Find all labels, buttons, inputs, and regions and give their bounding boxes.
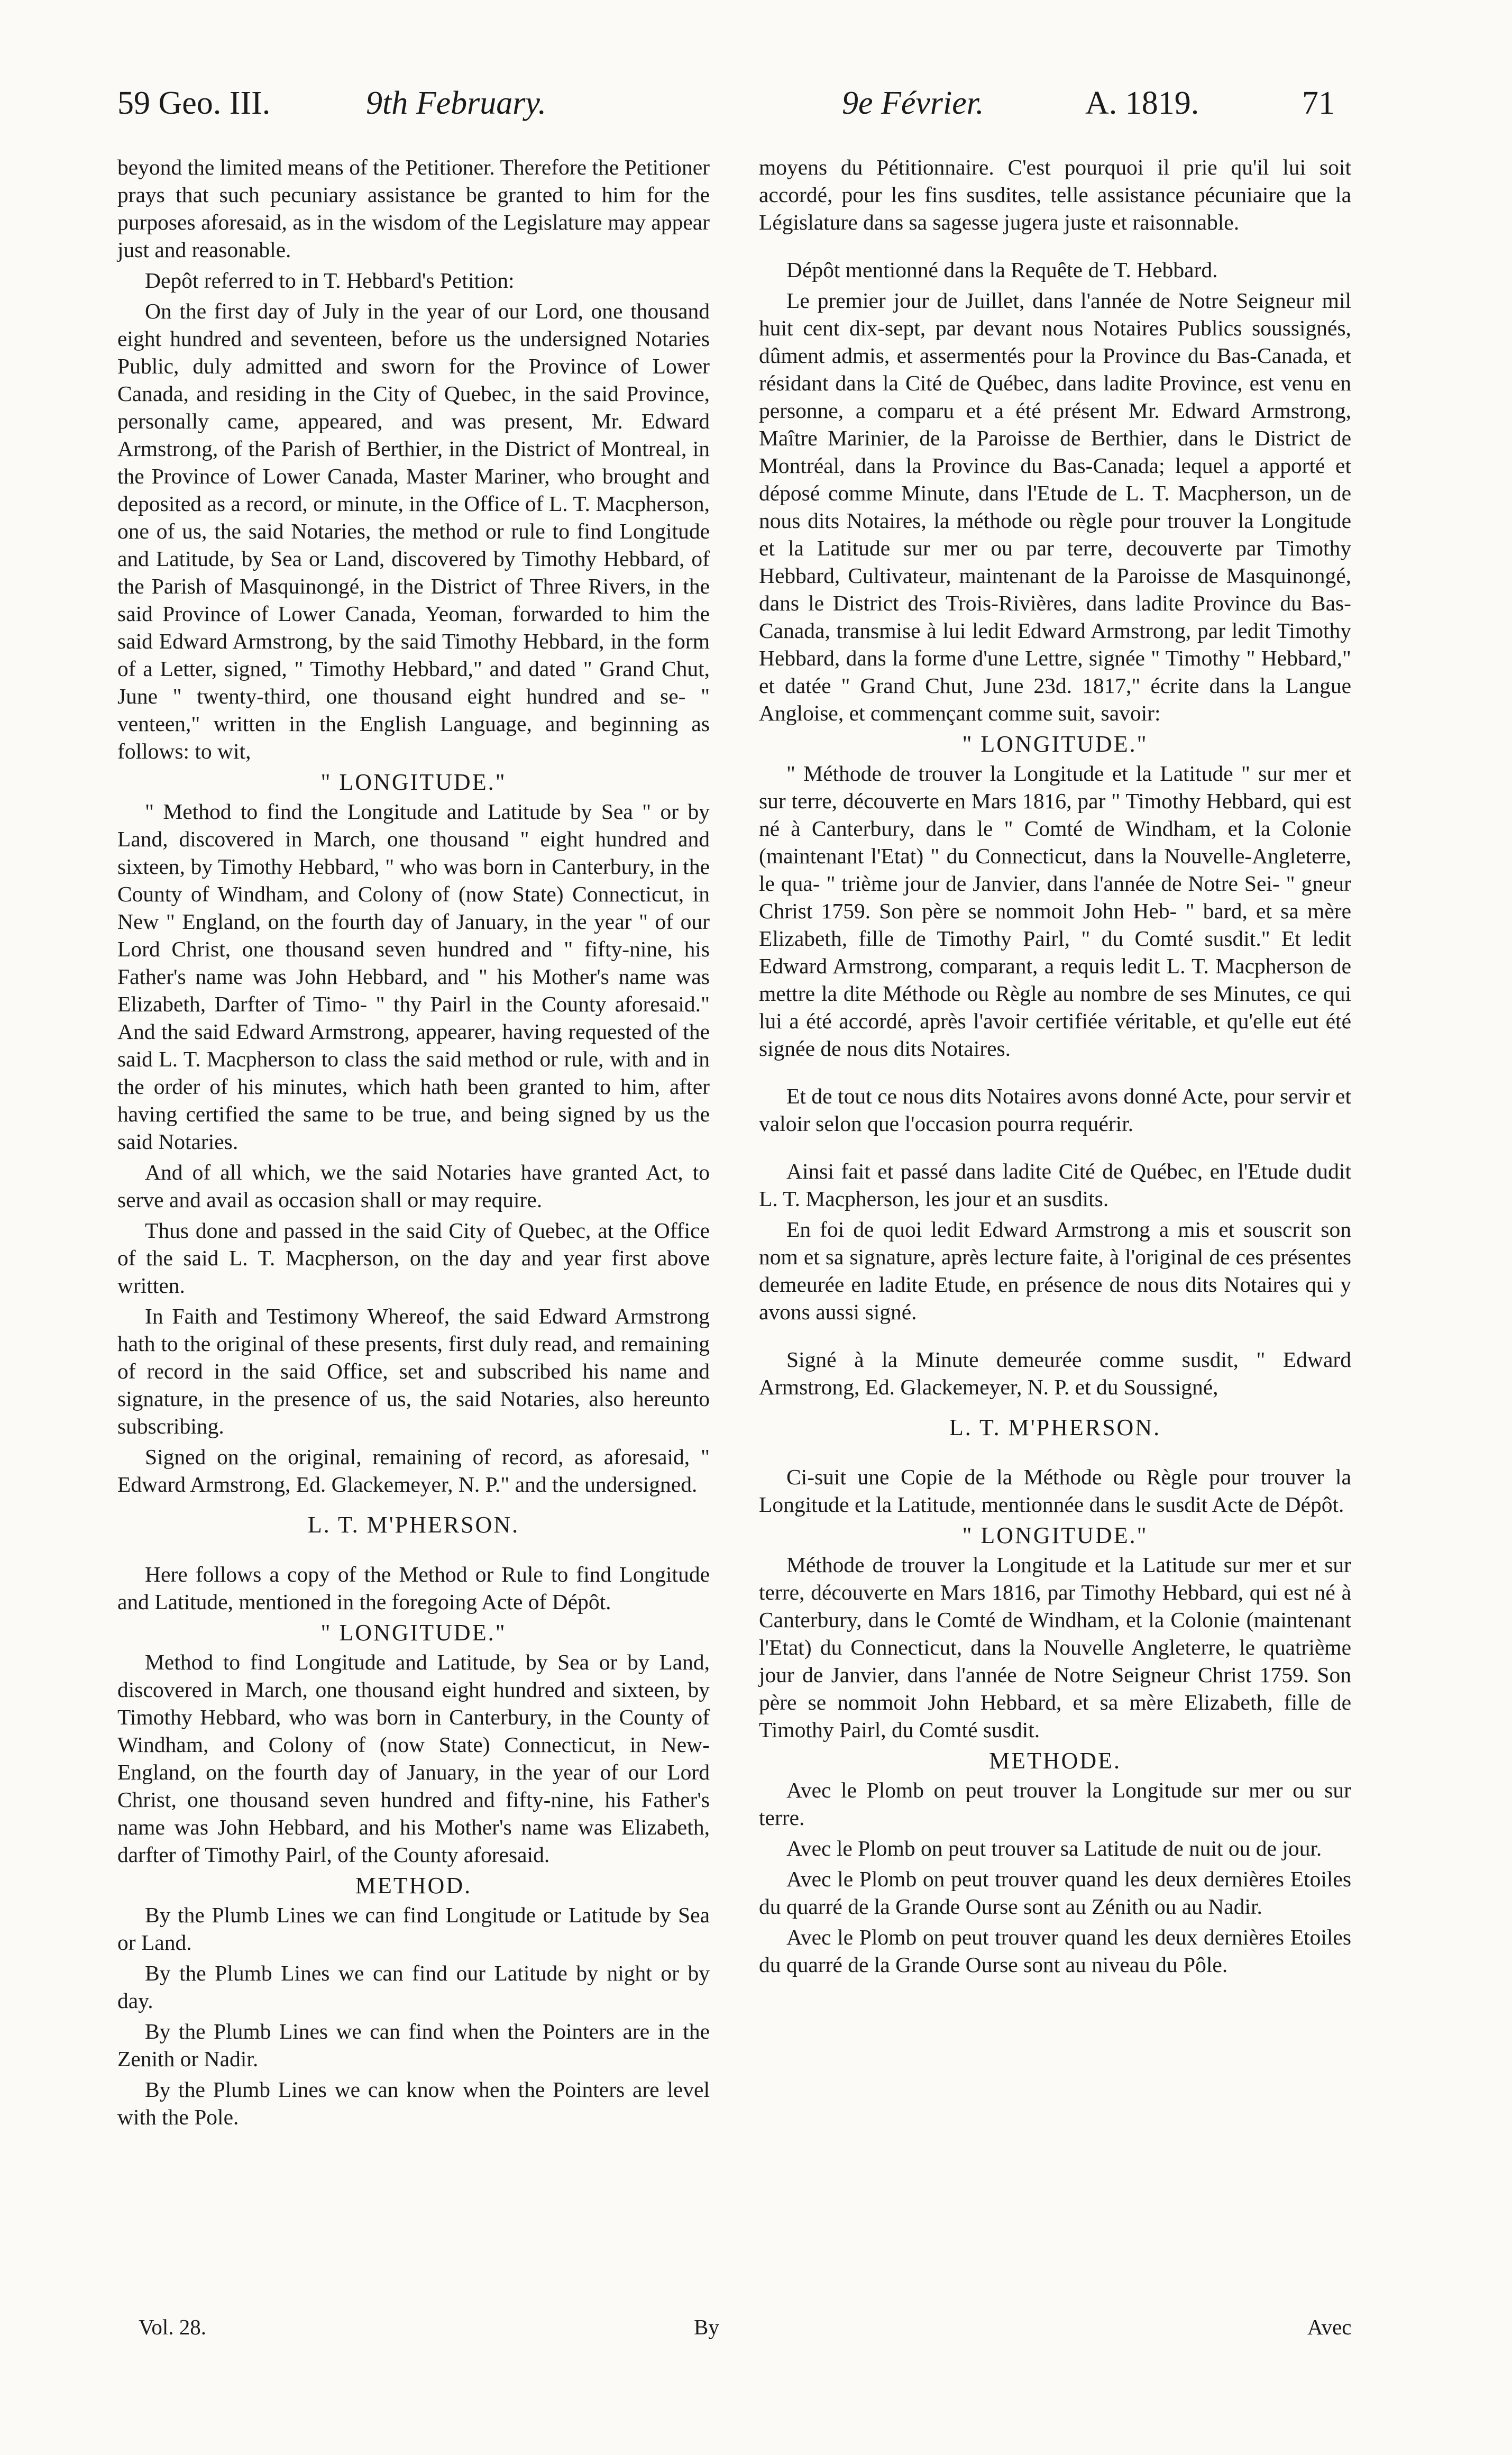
french-paragraph: Avec le Plomb on peut trouver la Longitude sur mer ou sur terre. — [759, 1778, 1351, 1830]
french-paragraph: Méthode de trouver la Longitude et la Latitude sur mer et sur terre, découverte en Mars 1816, par Timothy Hebbard, qui est né à Canterbury, dans le Comté de Windham, et la Colonie (maintenant l'Etat) du Connecticut, dans la Nouvelle Angleterre, le quatrième jour de Janvier, dans l'année de Notre Seigneur Christ 1759. Son père se nommoit John Hebbard, et sa mère Elizabeth, fille de Timothy Pairl, du Comté susdit. — [759, 1553, 1351, 1742]
french-paragraph: Dépôt mentionné dans la Requête de T. Hebbard. — [786, 258, 1218, 282]
english-paragraph: Depôt referred to in T. Hebbard's Petition: — [145, 268, 515, 293]
english-paragraph: By the Plumb Lines we can find our Latitude by night or by day. — [117, 1961, 710, 2013]
english-paragraph: By the Plumb Lines we can know when the Pointers are level with the Pole. — [117, 2077, 710, 2129]
french-paragraph: En foi de quoi ledit Edward Armstrong a mis et souscrit son nom et sa signature, après lecture faite, à l'original de ces présentes demeurée en ladite Etude, en présence de nous dits Notaires qui y avons aussi signé. — [759, 1217, 1351, 1324]
page-number: 71 — [1302, 85, 1335, 121]
year: A. 1819. — [1085, 85, 1199, 121]
french-paragraph: Ci-suit une Copie de la Méthode ou Règle pour trouver la Longitude et la Latitude, mentionnée dans le susdit Acte de Dépôt. — [759, 1465, 1351, 1517]
regnal-year: 59 Geo. III. — [117, 85, 271, 121]
french-paragraph: Avec le Plomb on peut trouver quand les deux dernières Etoiles du quarré de la Grande Ourse sont au Zénith ou au Nadir. — [759, 1867, 1351, 1919]
english-column — [117, 153, 710, 2134]
french-paragraph: Signé à la Minute demeurée comme susdit, " Edward Armstrong, Ed. Glackemeyer, N. P. et du Soussigné, — [759, 1347, 1351, 1399]
french-paragraph: moyens du Pétitionnaire. C'est pourquoi il prie qu'il lui soit accordé, pour les fins susdites, telle assistance pécuniaire que la Législature dans sa sagesse jugera juste et raisonnable. — [759, 155, 1351, 234]
french-paragraph: Avec le Plomb on peut trouver sa Latitude de nuit ou de jour. — [786, 1836, 1322, 1860]
french-paragraph: " Méthode de trouver la Longitude et la Latitude " sur mer et sur terre, découverte en Mars 1816, par " Timothy Hebbard, qui est né à Canterbury, dans le " Comté de Windham, et la Colonie (maintenant l'Etat) " du Connecticut, dans la Nouvelle-Angleterre, le qua- " trième jour de Janvier, dans l'année de Notre Sei- " gneur Christ 1759. Son père se nommoit John Heb- " bard, et sa mère Elizabeth, fille de Timothy Pairl, " du Comté susdit." Et ledit Edward Armstrong, comparant, a requis ledit L. T. Macpherson de mettre la dite Méthode ou Règle au nombre de ses Minutes, ce qui lui a été accordé, après l'avoir certifiée véritable, et qu'elle eut été signée de nous dits Notaires. — [759, 761, 1351, 1061]
english-heading: " LONGITUDE." — [320, 769, 507, 795]
french-paragraph: Et de tout ce nous dits Notaires avons donné Acte, pour servir et valoir selon que l'occasion pourra requérir. — [759, 1084, 1351, 1136]
english-paragraph: Method to find Longitude and Latitude, by Sea or by Land, discovered in March, one thousand eight hundred and sixteen, by Timothy Hebbard, who was born in Canterbury, in the County of Windham, and Colony of (now State) Connecticut, in New-England, on the fourth day of January, in the year of our Lord Christ, one thousand seven hundred and fifty-nine, his Father's name was John Hebbard, and his Mother's name was Elizabeth, darfter of Timothy Pairl, of the County aforesaid. — [117, 1650, 710, 1867]
french-paragraph: Avec le Plomb on peut trouver quand les deux dernières Etoiles du quarré de la Grande Ourse sont au niveau du Pôle. — [759, 1925, 1351, 1977]
english-paragraph: Signed on the original, remaining of record, as aforesaid, " Edward Armstrong, Ed. Glackemeyer, N. P." and the undersigned. — [117, 1445, 710, 1496]
french-paragraph: Ainsi fait et passé dans ladite Cité de Québec, en l'Etude dudit L. T. Macpherson, les jour et an susdits. — [759, 1159, 1351, 1211]
english-paragraph: By the Plumb Lines we can find Longitude or Latitude by Sea or Land. — [117, 1903, 710, 1955]
english-heading: L. T. M'PHERSON. — [307, 1512, 520, 1538]
french-heading: L. T. M'PHERSON. — [949, 1414, 1161, 1440]
french-heading: " LONGITUDE." — [962, 731, 1148, 757]
french-paragraph: Le premier jour de Juillet, dans l'année de Notre Seigneur mil huit cent dix-sept, par devant nous Notaires Publics soussignés, dûment admis, et assermentés pour la Province du Bas-Canada, et résidant dans la Cité de Québec, dans ladite Province, est venu en personne, a comparu et a été présent Mr. Edward Armstrong, Maître Marinier, de la Paroisse de Berthier, dans le District de Montréal, dans la Province du Bas-Canada; lequel a apporté et déposé comme Minute, dans l'Etude de L. T. Macpherson, un de nous dits Notaires, la méthode ou règle pour trouver la Longitude et la Latitude sur mer ou par terre, decouverte par Timothy Hebbard, Cultivateur, maintenant de la Paroisse de Masquinongé, dans le District des Trois-Rivières, dans ladite Province du Bas-Canada, transmise à lui ledit Edward Armstrong, par ledit Timothy Hebbard, dans la forme d'une Lettre, signée " Timothy " Hebbard," et datée " Grand Chut, June 23d. 1817," écrite dans la Langue Angloise, et commençant comme suit, savoir: — [759, 288, 1351, 725]
english-paragraph: By the Plumb Lines we can find when the Pointers are in the Zenith or Nadir. — [117, 2019, 710, 2071]
french-heading: " LONGITUDE." — [962, 1522, 1148, 1548]
english-paragraph: Thus done and passed in the said City of Quebec, at the Office of the said L. T. Macpherson, on the day and year first above written. — [117, 1218, 710, 1298]
english-heading: METHOD. — [355, 1873, 472, 1899]
page-footer — [117, 2314, 1418, 2346]
catchword-right: Avec — [1307, 2315, 1352, 2339]
french-column — [759, 153, 1351, 1982]
english-paragraph: On the first day of July in the year of our Lord, one thousand eight hundred and seventeen, before us the undersigned Notaries Public, duly admitted and sworn for the Province of Lower Canada, and residing in the City of Quebec, in the said Province, personally came, appeared, and was present, Mr. Edward Armstrong, of the Parish of Berthier, in the District of Montreal, in the Province of Lower Canada, Master Mariner, who brought and deposited as a record, or minute, in the Office of L. T. Macpherson, one of us, the said Notaries, the method or rule to find Longitude and Latitude, by Sea or Land, discovered by Timothy Hebbard, of the Parish of Masquinongé, in the District of Three Rivers, in the said Province of Lower Canada, Yeoman, forwarded to him the said Edward Armstrong, by the said Timothy Hebbard, in the form of a Letter, signed, " Timothy Hebbard," and dated " Grand Chut, June " twenty-third, one thousand eight hundred and se- " venteen," written in the English Language, and beginning as follows: to wit, — [117, 299, 710, 763]
english-paragraph: beyond the limited means of the Petitioner. Therefore the Petitioner prays that such pecuniary assistance be granted to him for the purposes aforesaid, as in the wisdom of the Legislature may appear just and reasonable. — [117, 155, 710, 262]
english-paragraph: And of all which, we the said Notaries have granted Act, to serve and avail as occasion shall or may require. — [117, 1160, 710, 1212]
date-english: 9th February. — [366, 85, 546, 121]
english-paragraph: In Faith and Testimony Whereof, the said Edward Armstrong hath to the original of these presents, first duly read, and remaining of record in the said Office, set and subscribed his name and signature, in the presence of us, the said Notaries, also hereunto subscribing. — [117, 1304, 710, 1438]
english-paragraph: " Method to find the Longitude and Latitude by Sea " or by Land, discovered in March, one thousand " eight hundred and sixteen, by Timothy Hebbard, " who was born in Canterbury, in the County of Windham, and Colony of (now State) Connecticut, in New " England, on the fourth day of January, in the year " of our Lord Christ, one thousand seven hundred and " fifty-nine, his Father's name was John Hebbard, and " his Mother's name was Elizabeth, Darfter of Timo- " thy Pairl in the County aforesaid." And the said Edward Armstrong, appearer, having requested of the said L. T. Macpherson to class the said method or rule, with and in the order of his minutes, which hath been granted to him, after having certified the same to be true, and being signed by us the said Notaries. — [117, 799, 710, 1154]
date-french: 9e Février. — [842, 85, 984, 121]
english-paragraph: Here follows a copy of the Method or Rule to find Longitude and Latitude, mentioned in the foregoing Acte of Dépôt. — [117, 1562, 710, 1614]
french-heading: METHODE. — [988, 1748, 1122, 1774]
running-header — [117, 85, 1418, 143]
english-heading: " LONGITUDE." — [320, 1620, 507, 1646]
volume-signature: Vol. 28. — [139, 2315, 206, 2339]
catchword-left: By — [694, 2315, 719, 2339]
